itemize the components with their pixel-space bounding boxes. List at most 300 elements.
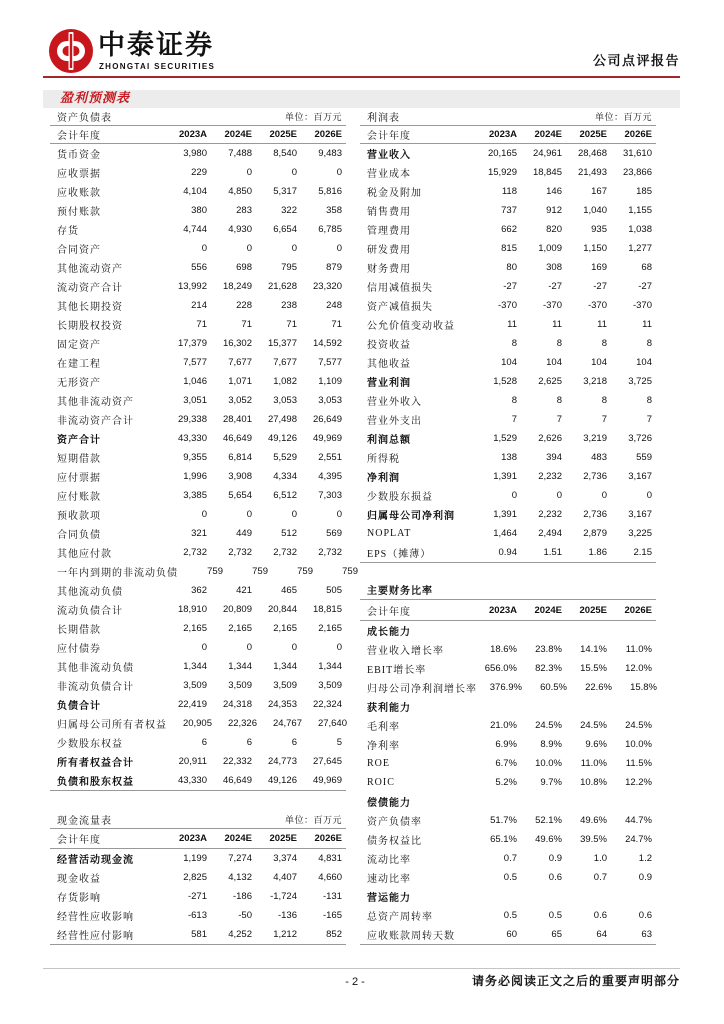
cell-2025e: 1.86	[588, 547, 607, 558]
table-title: 利润表	[367, 113, 400, 124]
cell-2024e: 8	[556, 338, 562, 349]
cell-2024e: 6	[246, 737, 252, 748]
table-row	[50, 562, 358, 581]
table-title-row	[360, 108, 656, 126]
row-label: 应付债券	[57, 644, 101, 655]
cell-2024e: 71	[241, 319, 252, 330]
row-label: 在建工程	[57, 359, 101, 370]
table-row	[50, 201, 346, 220]
balance-sheet-table	[50, 108, 358, 791]
cell-2023a: 815	[501, 243, 517, 254]
cell-2023a: 18,910	[177, 604, 207, 615]
cell-2025e: 21,493	[577, 167, 607, 178]
cell-2025e: 10.8%	[580, 777, 607, 788]
cell-2024e: 8.9%	[540, 739, 562, 750]
row-label: EBIT增长率	[367, 665, 427, 676]
cell-2026e: 10.0%	[625, 739, 652, 750]
cell-2024e: 7,274	[228, 853, 252, 864]
row-label: 营业收入	[367, 150, 411, 161]
cell-2026e: 3,167	[628, 471, 652, 482]
table-row	[360, 201, 656, 220]
table-row	[360, 754, 656, 773]
table-body	[50, 849, 346, 945]
cell-2025e: 15.5%	[580, 663, 607, 674]
table-row	[50, 619, 346, 638]
cell-2024e: 0	[246, 243, 252, 254]
row-label: 非流动负债合计	[57, 682, 134, 693]
cell-2026e: -27	[638, 281, 652, 292]
cell-2024e: 28,401	[222, 414, 252, 425]
cell-2024e: -50	[238, 910, 252, 921]
cell-2023a: 11	[507, 319, 517, 330]
row-label: 应收票据	[57, 169, 101, 180]
cell-2024e: 22,332	[222, 756, 252, 767]
cell-2023a: 118	[501, 186, 517, 197]
cell-2026e: 0	[336, 509, 342, 520]
cell-2023a: 0.5	[503, 910, 517, 921]
cell-2025e: -1,724	[270, 891, 297, 902]
table-row	[50, 486, 346, 505]
table-row	[360, 659, 656, 678]
cell-2025e: 512	[281, 528, 297, 539]
column-header-2023a: 2023A	[179, 129, 207, 140]
cell-2025e: 28,468	[577, 148, 607, 159]
cell-2026e: 0.9	[638, 872, 652, 883]
table-row	[50, 258, 346, 277]
cell-2024e: 22,326	[227, 718, 257, 729]
cell-2026e: 879	[326, 262, 342, 273]
column-header-2024e: 2024E	[534, 604, 562, 616]
cell-2023a: 8	[511, 338, 517, 349]
row-label: 负债合计	[57, 701, 101, 712]
cell-2026e: 15.8%	[630, 682, 657, 693]
cell-2025e: 0	[291, 642, 297, 653]
column-header-label: 会计年度	[57, 131, 101, 142]
row-label: 流动负债合计	[57, 606, 123, 617]
cell-2024e: 18,845	[532, 167, 562, 178]
cell-2024e: -27	[548, 281, 562, 292]
cell-2026e: 22,324	[312, 699, 342, 710]
table-row	[50, 353, 346, 372]
row-label: 少数股东损益	[367, 492, 433, 503]
table-row	[360, 543, 656, 562]
column-header-2026e: 2026E	[314, 833, 342, 844]
cell-2025e: 4,334	[273, 471, 297, 482]
table-body	[360, 144, 656, 563]
row-label: 资产负债率	[367, 817, 422, 828]
cell-2023a: 581	[191, 929, 207, 940]
row-label: 归属母公司净利润	[367, 511, 455, 522]
table-row	[50, 277, 346, 296]
cell-2023a: 17,379	[177, 338, 207, 349]
cell-2026e: 49,969	[312, 775, 342, 786]
cell-2024e: 3,908	[228, 471, 252, 482]
table-header-row	[50, 126, 346, 144]
cell-2026e: 5	[336, 737, 342, 748]
column-header-label: 会计年度	[57, 835, 101, 846]
cell-2026e: 104	[636, 357, 652, 368]
table-row	[50, 906, 346, 925]
cell-2026e: 12.2%	[625, 777, 652, 788]
unit-label: 单位：百万元	[284, 814, 342, 825]
cell-2023a: 7,577	[183, 357, 207, 368]
cell-2024e: 5,654	[228, 490, 252, 501]
cell-2025e: 167	[591, 186, 607, 197]
row-label: 管理费用	[367, 226, 411, 237]
table-row	[50, 163, 346, 182]
table-row	[50, 144, 346, 163]
cell-2024e: 24,318	[222, 699, 252, 710]
cell-2023a: 43,330	[177, 433, 207, 444]
cell-2026e: 31,610	[622, 148, 652, 159]
column-header-2026e: 2026E	[624, 604, 652, 616]
row-label: 营业外收入	[367, 397, 422, 408]
report-type: 公司点评报告	[592, 54, 680, 69]
cell-2026e: 3,167	[628, 509, 652, 520]
table-row	[360, 220, 656, 239]
table-row	[50, 448, 346, 467]
cell-2026e: 18,815	[312, 604, 342, 615]
row-label: 负债和股东权益	[57, 777, 134, 788]
table-row	[360, 906, 656, 925]
cell-2026e: 4,395	[318, 471, 342, 482]
cell-2025e: 2,732	[273, 547, 297, 558]
cell-2025e: 8	[601, 395, 607, 406]
table-row	[50, 714, 346, 733]
cell-2024e: 0	[246, 509, 252, 520]
cell-2024e: 146	[546, 186, 562, 197]
cell-2023a: -271	[187, 891, 207, 902]
brand-name-en: ZHONGTAI SECURITIES	[99, 62, 216, 71]
table-row	[50, 849, 346, 868]
row-label: 合同负债	[57, 530, 101, 541]
column-header-2024e: 2024E	[224, 833, 252, 844]
cell-2024e: 82.3%	[535, 663, 562, 674]
category-row	[360, 887, 656, 906]
row-label: 财务费用	[367, 264, 411, 275]
cell-2025e: 0	[291, 167, 297, 178]
cell-2024e: 24,961	[532, 148, 562, 159]
table-row	[360, 239, 656, 258]
table-row	[50, 315, 346, 334]
table-row	[50, 220, 346, 239]
cell-2025e: 5,317	[273, 186, 297, 197]
brand-logo	[47, 27, 95, 75]
cell-2023a: 0	[201, 509, 207, 520]
table-row	[360, 830, 656, 849]
cell-2023a: 2,825	[183, 872, 207, 883]
table-row	[50, 695, 346, 714]
table-row	[50, 372, 346, 391]
cell-2025e: 24,773	[267, 756, 297, 767]
cell-2025e: 169	[591, 262, 607, 273]
row-label: 营业成本	[367, 169, 411, 180]
cell-2024e: 698	[236, 262, 252, 273]
table-row	[50, 925, 346, 944]
cell-2023a: 7	[511, 414, 517, 425]
cell-2026e: 852	[326, 929, 342, 940]
row-label: 预收款项	[57, 511, 101, 522]
cell-2026e: 759	[342, 566, 358, 577]
cell-2024e: 0	[556, 490, 562, 501]
row-label: 其他非流动资产	[57, 397, 134, 408]
cell-2023a: 3,051	[183, 395, 207, 406]
table-row	[360, 448, 656, 467]
row-label: 一年内到期的非流动负债	[57, 568, 178, 579]
cell-2024e: 7,488	[228, 148, 252, 159]
cell-2024e: 421	[236, 585, 252, 596]
row-label: 货币资金	[57, 150, 101, 161]
row-label: 短期借款	[57, 454, 101, 465]
cell-2024e: 9.7%	[540, 777, 562, 788]
cell-2024e: 4,930	[228, 224, 252, 235]
cell-2025e: 11	[597, 319, 607, 330]
cell-2023a: 15,929	[487, 167, 517, 178]
table-row	[360, 182, 656, 201]
row-label: 经营性应付影响	[57, 931, 134, 942]
cell-2023a: 1,391	[493, 471, 517, 482]
cell-2026e: 63	[641, 929, 652, 940]
cell-2023a: 3,980	[183, 148, 207, 159]
cell-2026e: 27,645	[312, 756, 342, 767]
table-row	[360, 868, 656, 887]
cell-2023a: 104	[501, 357, 517, 368]
row-label: 净利率	[367, 741, 400, 752]
row-label: 其他收益	[367, 359, 411, 370]
cell-2025e: 64	[596, 929, 607, 940]
cell-2023a: 65.1%	[490, 834, 517, 845]
cell-2025e: 2,879	[583, 528, 607, 539]
cell-2026e: 11.5%	[625, 758, 652, 769]
row-label: 投资收益	[367, 340, 411, 351]
category-row	[360, 621, 656, 640]
cell-2023a: 6	[201, 737, 207, 748]
cell-2023a: 29,338	[177, 414, 207, 425]
table-header-row	[360, 126, 656, 144]
cell-2024e: 3,052	[228, 395, 252, 406]
cell-2023a: 376.9%	[489, 682, 522, 693]
cell-2024e: 6,814	[228, 452, 252, 463]
cell-2023a: 22,419	[177, 699, 207, 710]
cell-2026e: 0.6	[638, 910, 652, 921]
row-label: 归属母公司所有者权益	[57, 720, 167, 731]
cell-2026e: 0	[336, 167, 342, 178]
column-header-2023a: 2023A	[489, 604, 517, 616]
table-title-row	[360, 580, 656, 600]
cell-2023a: 556	[191, 262, 207, 273]
cell-2024e: 1,009	[538, 243, 562, 254]
section-header	[43, 90, 680, 108]
cell-2025e: 24.5%	[580, 720, 607, 731]
table-row	[360, 849, 656, 868]
cell-2025e: 14.1%	[580, 644, 607, 655]
cell-2023a: 737	[501, 205, 517, 216]
cell-2026e: 3,225	[628, 528, 652, 539]
cell-2024e: 308	[546, 262, 562, 273]
table-row	[360, 391, 656, 410]
table-row	[360, 467, 656, 486]
cell-2023a: 3,509	[183, 680, 207, 691]
cell-2023a: -613	[187, 910, 207, 921]
header-rule	[43, 76, 680, 78]
unit-label: 单位：百万元	[594, 112, 652, 122]
cell-2025e: 15,377	[267, 338, 297, 349]
cell-2026e: 0	[336, 243, 342, 254]
cell-2024e: 759	[252, 566, 268, 577]
cell-2026e: 49,969	[312, 433, 342, 444]
cell-2023a: 51.7%	[490, 815, 517, 826]
row-label: 其他流动资产	[57, 264, 123, 275]
cell-2026e: 71	[331, 319, 342, 330]
cell-2025e: 0	[291, 243, 297, 254]
cell-2025e: 2,736	[583, 471, 607, 482]
table-header-row	[360, 600, 656, 621]
cell-2024e: 2,232	[538, 509, 562, 520]
cell-2024e: 0.5	[548, 910, 562, 921]
cell-2026e: 23,320	[312, 281, 342, 292]
cell-2023a: 20,905	[182, 718, 212, 729]
row-label: 其他流动负债	[57, 587, 123, 598]
cell-2025e: 1,344	[273, 661, 297, 672]
category-row	[360, 792, 656, 811]
cell-2025e: 3,374	[273, 853, 297, 864]
cell-2025e: 5,529	[273, 452, 297, 463]
cell-2025e: 8,540	[273, 148, 297, 159]
cell-2026e: 248	[326, 300, 342, 311]
cell-2023a: 656.0%	[484, 663, 517, 674]
row-label: 获利能力	[367, 703, 411, 714]
cell-2024e: 18,249	[222, 281, 252, 292]
row-label: 无形资产	[57, 378, 101, 389]
cell-2025e: 24,767	[272, 718, 302, 729]
cell-2026e: 68	[641, 262, 652, 273]
cell-2025e: 238	[281, 300, 297, 311]
cell-2026e: 7,303	[318, 490, 342, 501]
cell-2024e: 60.5%	[540, 682, 567, 693]
cell-2023a: 662	[501, 224, 517, 235]
cell-2024e: 2,732	[228, 547, 252, 558]
table-row	[360, 486, 656, 505]
cell-2024e: 0	[246, 167, 252, 178]
cell-2024e: 228	[236, 300, 252, 311]
cell-2023a: 43,330	[177, 775, 207, 786]
brand-name-cn: 中泰证券	[98, 30, 214, 61]
cell-2026e: 1,344	[318, 661, 342, 672]
table-row	[50, 657, 346, 676]
cell-2025e: 20,844	[267, 604, 297, 615]
cell-2025e: 71	[286, 319, 297, 330]
table-row	[360, 716, 656, 735]
cell-2025e: 3,509	[273, 680, 297, 691]
cell-2023a: 380	[191, 205, 207, 216]
column-header-2023a: 2023A	[489, 129, 517, 140]
cell-2023a: 0.94	[498, 547, 517, 558]
row-label: 其他长期投资	[57, 302, 123, 313]
zhongtai-emblem-icon	[47, 27, 95, 75]
table-row	[360, 773, 656, 792]
table-title: 资产负债表	[57, 113, 112, 124]
table-row	[50, 182, 346, 201]
cell-2024e: 11	[552, 319, 562, 330]
cell-2025e: 104	[591, 357, 607, 368]
cell-2023a: 6.9%	[495, 739, 517, 750]
cell-2023a: 1,344	[183, 661, 207, 672]
cell-2025e: 0	[291, 509, 297, 520]
cell-2026e: 1,155	[628, 205, 652, 216]
cell-2026e: 9,483	[318, 148, 342, 159]
cell-2025e: 11.0%	[580, 758, 607, 769]
cell-2023a: 1,391	[493, 509, 517, 520]
cell-2025e: 0.7	[593, 872, 607, 883]
table-title-row	[50, 810, 346, 829]
row-label: ROE	[367, 758, 390, 769]
row-label: 流动资产合计	[57, 283, 123, 294]
cell-2025e: 935	[591, 224, 607, 235]
table-row	[50, 524, 346, 543]
cell-2024e: 16,302	[222, 338, 252, 349]
cell-2025e: 0.6	[593, 910, 607, 921]
cell-2026e: 2,551	[318, 452, 342, 463]
cell-2025e: -27	[593, 281, 607, 292]
cell-2025e: 39.5%	[580, 834, 607, 845]
cell-2023a: 138	[501, 452, 517, 463]
cell-2023a: -27	[503, 281, 517, 292]
cell-2023a: 18.6%	[490, 644, 517, 655]
cell-2025e: 3,053	[273, 395, 297, 406]
table-row	[50, 887, 346, 906]
cell-2024e: 24.5%	[535, 720, 562, 731]
cell-2024e: 2,165	[228, 623, 252, 634]
table-body	[360, 621, 656, 945]
cell-2026e: 14,592	[312, 338, 342, 349]
cell-2023a: 4,104	[183, 186, 207, 197]
row-label: 研发费用	[367, 245, 411, 256]
cell-2024e: 1,071	[228, 376, 252, 387]
cell-2023a: 1,464	[493, 528, 517, 539]
cell-2024e: 820	[546, 224, 562, 235]
row-label: 应付账款	[57, 492, 101, 503]
cell-2026e: 1,038	[628, 224, 652, 235]
cell-2025e: 1,082	[273, 376, 297, 387]
cell-2025e: 0	[601, 490, 607, 501]
table-row	[50, 868, 346, 887]
cell-2023a: 8	[511, 395, 517, 406]
cell-2024e: 10.0%	[535, 758, 562, 769]
row-label: 少数股东权益	[57, 739, 123, 750]
cell-2026e: 0	[646, 490, 652, 501]
column-header-2025e: 2025E	[269, 129, 297, 140]
cell-2026e: 11.0%	[625, 644, 652, 655]
column-header-label: 会计年度	[367, 131, 411, 142]
cell-2025e: 483	[591, 452, 607, 463]
cell-2025e: 4,407	[273, 872, 297, 883]
cell-2025e: 1.0	[593, 853, 607, 864]
cell-2024e: 2,494	[538, 528, 562, 539]
cell-2025e: 322	[281, 205, 297, 216]
table-row	[50, 676, 346, 695]
cell-2024e: 2,626	[538, 433, 562, 444]
income-statement-table	[360, 108, 656, 563]
table-row	[360, 811, 656, 830]
cell-2023a: 3,385	[183, 490, 207, 501]
cell-2026e: 5,816	[318, 186, 342, 197]
row-label: 归母公司净利润增长率	[367, 684, 477, 695]
table-row	[50, 467, 346, 486]
cell-2025e: 7	[601, 414, 607, 425]
cell-2023a: 0	[201, 243, 207, 254]
cell-2026e: 1,109	[318, 376, 342, 387]
row-label: 偿债能力	[367, 798, 411, 809]
